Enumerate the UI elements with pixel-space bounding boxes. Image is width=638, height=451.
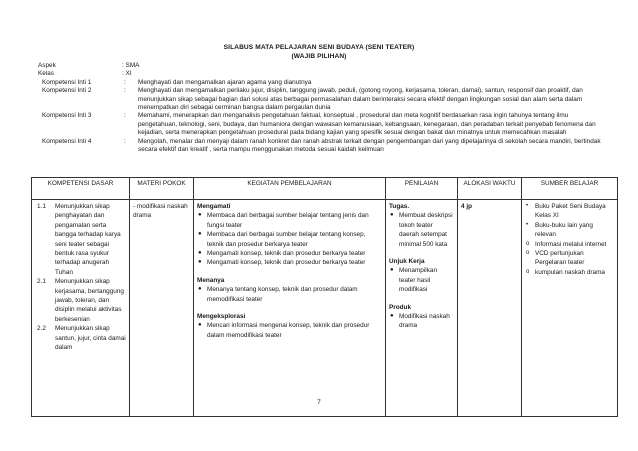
table-header-row [32, 178, 618, 200]
kd-number: 1.1 [37, 203, 46, 210]
header-kompetensi-dasar: KOMPETENSI DASAR [32, 178, 130, 200]
meta-label: Aspek [38, 62, 56, 69]
cell-kompetensi-dasar [32, 200, 130, 417]
document-title: SILABUS MATA PELAJARAN SENI BUDAYA (SENI TEATER) [223, 44, 415, 51]
penilaian-heading: Produk [389, 303, 412, 311]
kd-number: 2.2 [37, 325, 46, 333]
bullet-icon: ● [390, 267, 394, 274]
ki-text: Memahami, menerapkan dan menganalisis pengetahuan faktual, konseptual , prosedural dan meta kognitif berdasarkan rasa ingin tahunya tentang ilmu pengetahuan, teknologi, seni, budaya, dan humaniora dengan wawasan kemanusiaan, kebangsaan, kenegaraan, dan peradaban terkait penyebab fenomena dan kejadian, serta menerapkan pengetahuan prosedural pada bidang kajian yang spesifik sesuai dengan bakat dan minatnya untuk memecahkan masalah [138, 112, 596, 137]
penilaian-item: ● Menampilkan teater hasil modifikasi [390, 267, 438, 294]
meta-row-aspek [38, 62, 608, 70]
penilaian-heading: Tugas. [389, 203, 410, 210]
kegiatan-item: ● Mencari informasi mengenai konsep, teknik dan prosedur dalam memodifikasi teater [198, 322, 370, 339]
page-number: 7 [317, 399, 321, 406]
meta-value: : XI [122, 70, 132, 78]
meta-value: : SMA [122, 62, 140, 69]
cell-penilaian [386, 200, 458, 417]
kegiatan-heading: Menanya [197, 276, 225, 284]
penilaian-item: ● Modifikasi naskah drama [390, 313, 450, 330]
cell-sumber-belajar [522, 200, 618, 417]
circle-bullet-icon: o [526, 240, 530, 247]
kd-item [35, 202, 126, 277]
header-materi-pokok: MATERI POKOK [130, 178, 194, 200]
sumber-item: o kumpulan naskah drama [526, 268, 605, 276]
header-alokasi-waktu: ALOKASI WAKTU [458, 178, 522, 200]
bullet-icon: ● [198, 250, 202, 257]
bullet-icon: ● [390, 313, 394, 320]
kegiatan-item: ● Menanya tentang konsep, teknik dan prosedur dalam memodifikasi teater [198, 286, 358, 303]
cell-alokasi-waktu [458, 200, 522, 417]
kompetensi-inti-3 [38, 112, 608, 137]
meta-row-kelas [38, 70, 608, 78]
ki-colon: : [124, 78, 126, 86]
table-row [32, 200, 618, 417]
kd-item [35, 324, 126, 352]
kegiatan-item: ● Mengamati konsep, teknik dan prosedur berkarya teater [198, 259, 366, 267]
kegiatan-heading: Mengeksplorasi [197, 313, 246, 321]
sumber-item: o VCD pertunjukan Pergelaran teater [526, 250, 585, 267]
alokasi-value: 4 jp [461, 203, 473, 210]
kompetensi-inti-1 [38, 79, 608, 87]
kompetensi-inti-2 [38, 87, 608, 112]
bullet-icon: ● [198, 322, 202, 329]
ki-text: Mengolah, menalar dan menyaji dalam ranah konkret dan ranah abstrak terkait dengan pengembangan dari yang dipelajarinya di sekolah secara mandiri, bertindak secara efektif dan kreatif , serta mampu menggunakan metoda sesuai kaidah keilmuan [138, 137, 601, 154]
spacer [197, 304, 382, 312]
ki-label: Kompetensi Inti 3 [42, 112, 92, 120]
sumber-item: o Informasi melalui internet [526, 240, 607, 248]
kd-text: Menunjukkan sikap santun, jujur, cinta damai dalam [55, 325, 126, 352]
kegiatan-item: ● Membaca dari berbagai sumber belajar tentang jenis dan fungsi teater [198, 212, 369, 229]
materi-item: - modifikasi naskah drama [133, 203, 188, 220]
cell-kegiatan-pembelajaran [194, 200, 386, 417]
penilaian-heading: Unjuk Kerja [389, 258, 425, 266]
kd-text: Menunjukkan sikap penghayatan dan pengamalan serta bangga terhadap karya seni teater sebagai bentuk rasa syukur terhadap anugerah Tuhan [55, 203, 121, 276]
header-sumber-belajar: SUMBER BELAJAR [522, 178, 618, 200]
meta-block [38, 62, 608, 154]
header-penilaian: PENILAIAN [386, 178, 458, 200]
document-subtitle: (WAJIB PILIHAN) [291, 53, 347, 60]
kegiatan-item: ● Membaca dari berbagai sumber belajar tentang konsep, teknik dan prosedur berkarya teater [198, 231, 366, 248]
meta-label: Kelas [38, 70, 54, 78]
bullet-icon: ● [198, 286, 202, 293]
sumber-item: • Buku-buku lain yang relevan [526, 221, 593, 239]
kd-text: Menunjukkan sikap kerjasama, bertanggung jawab, toleran, dan disiplin melalui aktivitas berkesenian [55, 278, 124, 323]
bullet-icon: ● [390, 212, 394, 219]
circle-bullet-icon: o [526, 250, 530, 257]
spacer [389, 249, 454, 257]
spacer [197, 268, 382, 276]
penilaian-item: ● Membuat deskripsi tokoh teater daerah setempat minimal 500 kata [390, 212, 453, 248]
kompetensi-inti-4 [38, 138, 608, 155]
bullet-icon: ● [198, 212, 202, 219]
kegiatan-item: ● Mengamati konsep, teknik dan prosedur berkarya teater [198, 250, 366, 258]
bullet-icon: ● [198, 231, 202, 238]
bullet-icon: • [526, 221, 529, 228]
bullet-icon: • [526, 203, 529, 209]
kegiatan-heading: Mengamati [197, 203, 231, 210]
ki-text: Menghayati dan mengamalkan ajaran agama yang dianutnya [138, 78, 312, 86]
kd-item [35, 277, 126, 324]
ki-colon: : [124, 87, 126, 95]
silabus-table [31, 177, 618, 417]
ki-colon: : [124, 112, 126, 120]
kd-number: 2.1 [37, 278, 46, 286]
cell-materi-pokok [130, 200, 194, 417]
ki-colon: : [124, 137, 126, 145]
circle-bullet-icon: o [526, 268, 530, 275]
header-kegiatan-pembelajaran: KEGIATAN PEMBELAJARAN [194, 178, 386, 200]
sumber-item: • Buku Paket Seni Budaya Kelas XI [526, 203, 606, 220]
spacer [389, 295, 454, 303]
ki-label: Kompetensi Inti 4 [42, 137, 92, 145]
ki-label: Kompetensi Inti 2 [42, 87, 92, 95]
ki-label: Kompetensi Inti 1 [42, 78, 92, 86]
bullet-icon: ● [198, 259, 202, 266]
ki-text: Menghayati dan mengamalkan perilaku jujur, disiplin, tanggung jawab, peduli, (gotong royong, kerjasama, toleran, damai), santun, responsif dan proaktif, dan menunjukkan sikap sebagai bagian dari solusi atas berbagai permasalahan dalam berinteraksi secara efektif dengan lingkungan sosial dan alam serta dalam menempatkan diri sebagai cerminan bangsa dalam pergaulan dunia [138, 87, 583, 111]
